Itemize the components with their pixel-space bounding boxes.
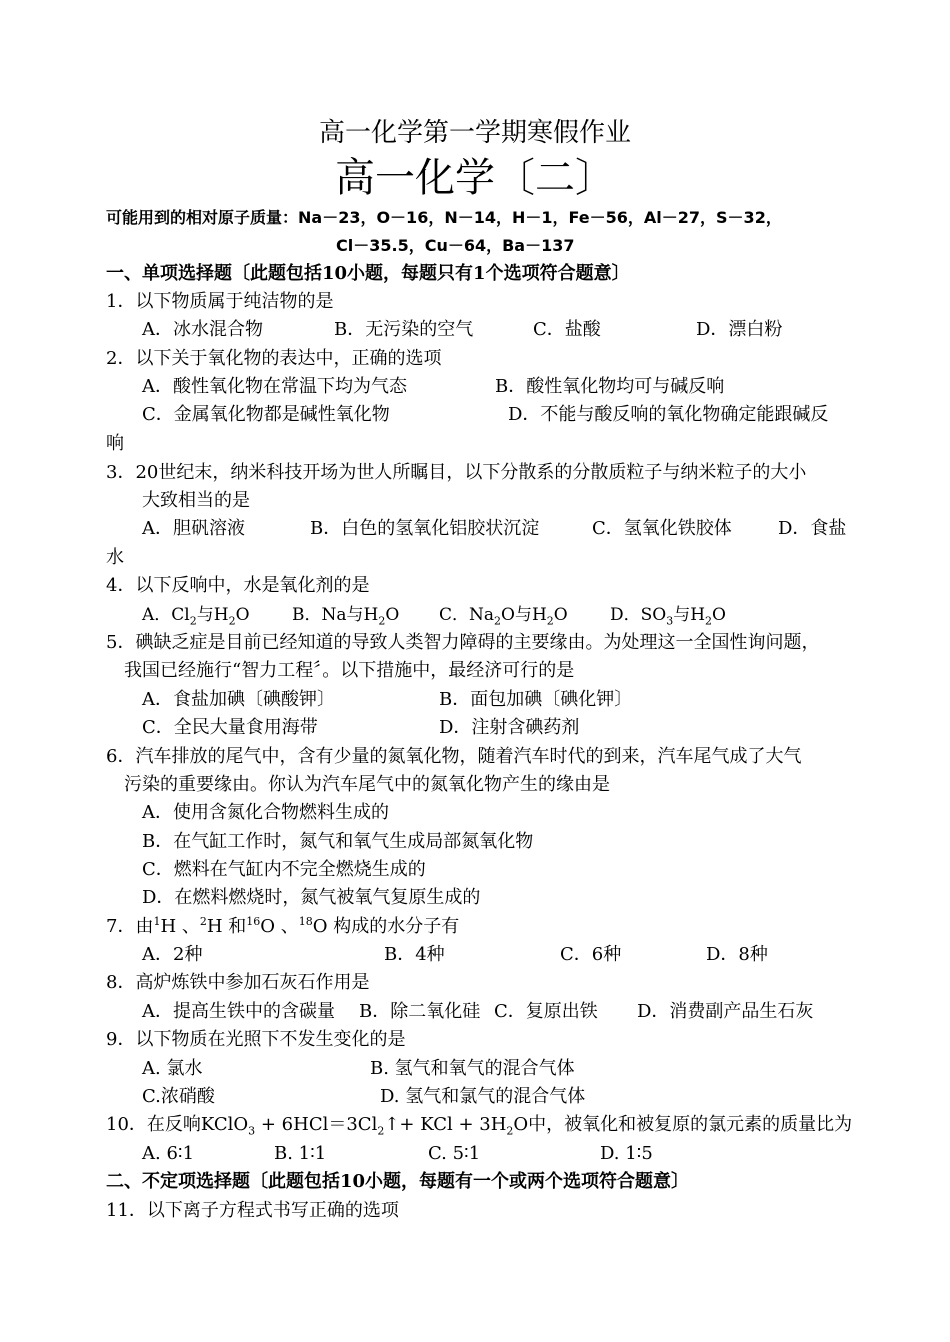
q8-option-b: B．除二氧化硅 bbox=[359, 1001, 481, 1022]
q7-option-a: A．2种 bbox=[142, 944, 203, 965]
q9-option-b: B. 氢气和氧气的混合气体 bbox=[370, 1058, 575, 1079]
q8-option-c: C．复原出铁 bbox=[494, 1001, 598, 1022]
q1-option-c: C．盐酸 bbox=[533, 319, 601, 340]
q5-option-d: D．注射含碘药剂 bbox=[439, 717, 580, 738]
question-5-stem-line-2: 我国已经施行“智力工程〞。以下措施中，最经济可行的是 bbox=[124, 660, 575, 681]
atomic-mass-line-1: 可能用到的相对原子质量：Na－23，O－16，N－14，H－1，Fe－56，Al－27，S－32， bbox=[106, 208, 782, 227]
q1-option-b: B．无污染的空气 bbox=[334, 319, 474, 340]
q5-option-b: B．面包加碘〔碘化钾〕 bbox=[439, 689, 633, 710]
q7-option-c: C．6种 bbox=[560, 944, 622, 965]
q4-option-b: B．Na与$H_2O$ bbox=[292, 605, 400, 628]
q6-option-d: D．在燃料燃烧时，氮气被氧气复原生成的 bbox=[142, 887, 481, 908]
q2-option-c: C．金属氧化物都是碱性氧化物 bbox=[142, 404, 390, 425]
question-10-stem: 10．在反响KClO$_3$ + $6HCl=3Cl_2↑+$ KCl + $3H_2O$中，被氧化和被复原的氯元素的质量比为 bbox=[106, 1114, 853, 1138]
q1-option-d: D．漂白粉 bbox=[696, 319, 783, 340]
question-2-stem: 2．以下关于氧化物的表达中，正确的选项 bbox=[106, 348, 442, 369]
q7-option-b: B．4种 bbox=[384, 944, 445, 965]
section-1-heading: 一、单项选择题〔此题包括10小题，每题只有1个选项符合题意〕 bbox=[106, 263, 630, 284]
question-6-stem-line-2: 污染的重要缘由。你认为汽车尾气中的氮氧化物产生的缘由是 bbox=[124, 774, 610, 795]
q4-option-a: A．$Cl_2$与$H_2O$ bbox=[142, 605, 250, 628]
homework-title: 高一化学第一学期寒假作业 bbox=[318, 118, 631, 148]
question-9-stem: 9．以下物质在光照下不发生变化的是 bbox=[106, 1029, 406, 1050]
q3-option-b: B．白色的氢氧化铝胶状沉淀 bbox=[310, 518, 540, 539]
q2-option-d-continued: 响 bbox=[106, 433, 124, 454]
question-1-stem: 1．以下物质属于纯洁物的是 bbox=[106, 291, 334, 312]
q3-option-a: A．胆矾溶液 bbox=[142, 518, 245, 539]
q6-option-b: B．在气缸工作时，氮气和氧气生成局部氮氧化物 bbox=[142, 831, 534, 852]
question-6-stem-line-1: 6．汽车排放的尾气中，含有少量的氮氧化物，随着汽车时代的到来，汽车尾气成了大气 bbox=[106, 746, 802, 767]
q9-option-c: C.浓硝酸 bbox=[142, 1086, 215, 1107]
q5-option-a: A．食盐加碘〔碘酸钾〕 bbox=[142, 689, 335, 710]
q2-option-b: B．酸性氧化物均可与碱反响 bbox=[495, 376, 725, 397]
q10-option-b: B. 1∶1 bbox=[274, 1143, 327, 1164]
q1-option-a: A．冰水混合物 bbox=[142, 319, 263, 340]
question-7-stem: 7．由$^1$H 、$^2$H 和$^{16}$O 、$^{18}$O 构成的水分子有 bbox=[106, 915, 460, 937]
q3-option-c: C．氢氧化铁胶体 bbox=[592, 518, 732, 539]
question-11-stem: 11．以下离子方程式书写正确的选项 bbox=[106, 1200, 399, 1221]
q8-option-a: A．提高生铁中的含碳量 bbox=[142, 1001, 335, 1022]
section-2-heading: 二、不定项选择题〔此题包括10小题，每题有一个或两个选项符合题意〕 bbox=[106, 1171, 690, 1192]
question-4-stem: 4．以下反响中，水是氧化剂的是 bbox=[106, 575, 370, 596]
question-3-stem-line-2: 大致相当的是 bbox=[142, 490, 250, 511]
q5-option-c: C．全民大量食用海带 bbox=[142, 717, 318, 738]
atomic-mass-line-2: Cl－35.5，Cu－64，Ba－137 bbox=[336, 236, 575, 255]
q9-option-d: D. 氢气和氯气的混合气体 bbox=[380, 1086, 586, 1107]
q9-option-a: A. 氯水 bbox=[142, 1058, 203, 1079]
question-8-stem: 8．高炉炼铁中参加石灰石作用是 bbox=[106, 972, 370, 993]
q10-option-c: C. 5∶1 bbox=[428, 1143, 481, 1164]
q3-option-d-continued: 水 bbox=[106, 547, 124, 568]
q4-option-c: C．$Na_2O$与$H_2O$ bbox=[439, 605, 568, 628]
q4-option-d: D．$SO_3$与$H_2O$ bbox=[610, 605, 726, 628]
question-5-stem-line-1: 5．碘缺乏症是目前已经知道的导致人类智力障碍的主要缘由。为处理这一全国性询问题， bbox=[106, 632, 820, 653]
q2-option-d: D．不能与酸反响的氧化物确定能跟碱反 bbox=[508, 404, 829, 425]
paper-title: 高一化学〔二〕 bbox=[335, 155, 615, 201]
q6-option-a: A．使用含氮化合物燃料生成的 bbox=[142, 802, 389, 823]
q7-option-d: D．8种 bbox=[706, 944, 768, 965]
q2-option-a: A．酸性氧化物在常温下均为气态 bbox=[142, 376, 407, 397]
q6-option-c: C．燃料在气缸内不完全燃烧生成的 bbox=[142, 859, 426, 880]
question-3-stem-line-1: 3．20世纪末，纳米科技开场为世人所瞩目，以下分散系的分散质粒子与纳米粒子的大小 bbox=[106, 462, 807, 483]
q10-option-d: D. 1∶5 bbox=[600, 1143, 653, 1164]
q3-option-d: D．食盐 bbox=[778, 518, 847, 539]
q8-option-d: D．消费副产品生石灰 bbox=[637, 1001, 814, 1022]
q10-option-a: A. 6∶1 bbox=[142, 1143, 195, 1164]
